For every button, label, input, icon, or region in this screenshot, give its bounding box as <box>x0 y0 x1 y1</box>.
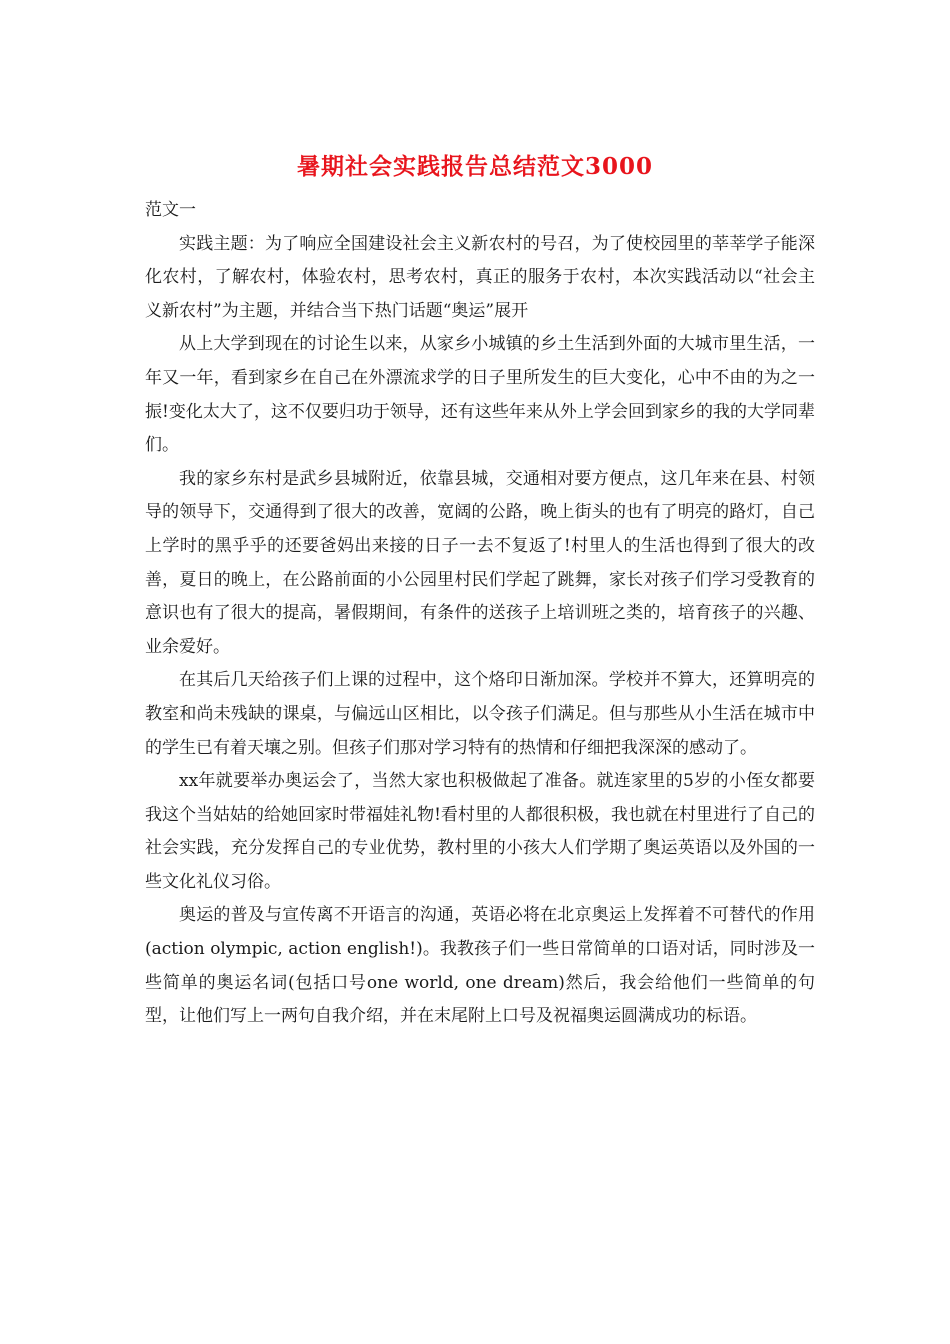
paragraph-olympics-preparation: xx年就要举办奥运会了，当然大家也积极做起了准备。就连家里的5岁的小侄女都要我这个当姑姑的给她回家时带福娃礼物!看村里的人都很积极，我也就在村里进行了自己的社会实践，充分发挥自己的专业优势，教村里的小孩大人们学期了奥运英语以及外国的一些文化礼仪习俗。 <box>145 771 815 892</box>
section-label: 范文一 <box>145 200 196 220</box>
document-body <box>145 194 815 1034</box>
paragraph-teaching-children: 在其后几天给孩子们上课的过程中，这个烙印日渐加深。学校并不算大，还算明亮的教室和尚未残缺的课桌，与偏远山区相比，以令孩子们满足。但与那些从小生活在城市中的学生已有着天壤之别。但孩子们那对学习特有的热情和仔细把我深深的感动了。 <box>145 670 815 758</box>
paragraph-practice-theme: 实践主题：为了响应全国建设社会主义新农村的号召，为了使校园里的莘莘学子能深化农村，了解农村，体验农村，思考农村，真正的服务于农村，本次实践活动以“社会主义新农村”为主题，并结合当下热门话题“奥运”展开 <box>145 233 815 321</box>
paragraph-hometown-changes: 从上大学到现在的讨论生以来，从家乡小城镇的乡土生活到外面的大城市里生活，一年又一年，看到家乡在自己在外漂流求学的日子里所发生的巨大变化，心中不由的为之一振!变化太大了，这不仅要归功于领导，还有这些年来从外上学会回到家乡的我的大学同辈们。 <box>145 334 815 456</box>
paragraph-east-village: 我的家乡东村是武乡县城附近，依靠县城，交通相对要方便点，这几年来在县、村领导的领导下，交通得到了很大的改善，宽阔的公路，晚上街头的也有了明亮的路灯，自己上学时的黑乎乎的还要爸妈出来接的日子一去不复返了!村里人的生活也得到了很大的改善，夏日的晚上，在公路前面的小公园里村民们学起了跳舞，家长对孩子们学习受教育的意识也有了很大的提高，暑假期间，有条件的送孩子上培训班之类的，培育孩子的兴趣、业余爱好。 <box>145 468 815 657</box>
document-title: 暑期社会实践报告总结范文3000 <box>296 153 653 180</box>
paragraph-olympic-english: 奥运的普及与宣传离不开语言的沟通，英语必将在北京奥运上发挥着不可替代的作用(action olympic, action english!)。我教孩子们一些日常简单的口语对话，同时涉及一些简单的奥运名词(包括口号one world, one dream)然后，我会给他们一些简单的句型，让他们写上一两句自我介绍，并在末尾附上口号及祝福奥运圆满成功的标语。 <box>145 905 815 1027</box>
